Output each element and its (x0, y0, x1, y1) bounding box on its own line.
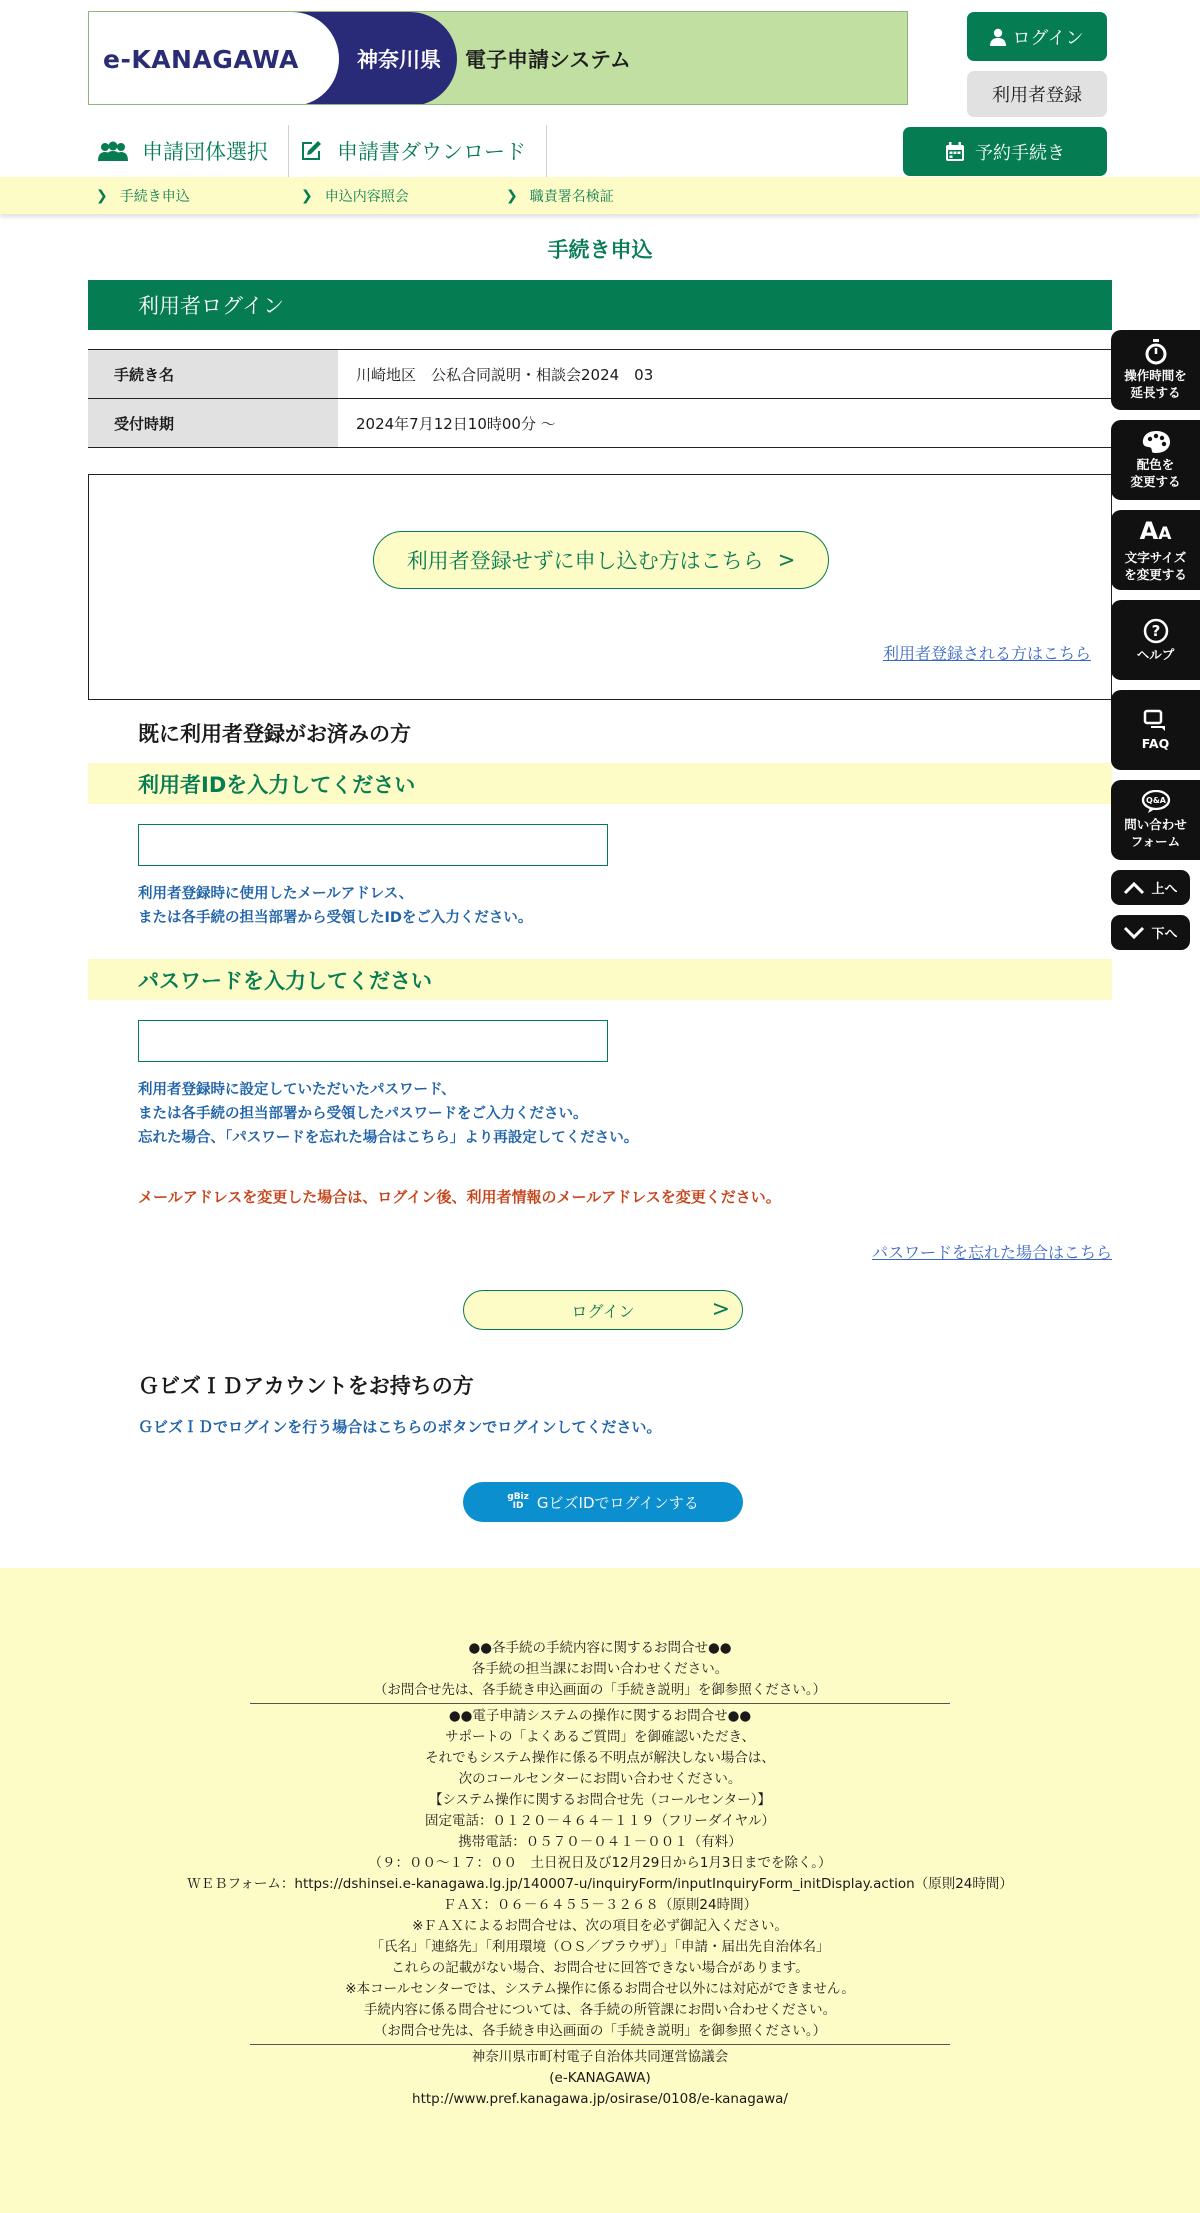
footer-line: ●●電子申請システムの操作に関するお問合せ●● (448, 1708, 752, 1724)
footer-line: ●●各手続の手続内容に関するお問合せ●● (468, 1640, 732, 1656)
user-icon (990, 28, 1006, 46)
footer-contact-info (0, 1638, 1200, 2110)
section-title (88, 280, 1112, 330)
label-line: を変更する (1124, 566, 1187, 582)
logo-text: e-KANAGAWA (103, 44, 299, 74)
group-icon (98, 141, 128, 161)
prefecture-name: 神奈川県 (357, 48, 441, 72)
nav-group-select-label: 申請団体選択 (142, 140, 268, 164)
footer-line: ※ＦＡＸによるお問合せは、次の項目を必ず御記入ください。 (412, 1918, 788, 1934)
help-text: または各手続の担当部署から受領したIDをご入力ください。 (138, 910, 533, 926)
footer-divider (250, 2044, 950, 2045)
site-logo-banner[interactable] (88, 11, 908, 105)
chevron-up-icon (1123, 881, 1145, 895)
extend-time-label (1124, 367, 1187, 401)
help-text: 利用者登録時に使用したメールアドレス、 (138, 886, 414, 902)
user-id-heading (88, 763, 1112, 804)
help-text: 利用者登録時に設定していただいたパスワード、 (138, 1082, 456, 1098)
password-heading (88, 959, 1112, 1000)
speech-bubble-icon (1143, 709, 1169, 733)
chevron-right-icon: > (711, 1297, 730, 1322)
reception-period-value: 2024年7月12日10時00分 〜 (338, 399, 1112, 448)
footer-line: それでもシステム操作に係る不明点が解決しない場合は、 (425, 1750, 775, 1766)
footer-line: これらの記載がない場合、お問合せに回答できない場合があります。 (391, 1960, 809, 1976)
reservation-button[interactable] (903, 127, 1107, 176)
reservation-label: 予約手続き (975, 142, 1065, 164)
subnav-signature-verify[interactable] (506, 186, 614, 206)
scroll-up-label: 上へ (1151, 882, 1178, 897)
apply-without-register-button[interactable] (373, 531, 829, 589)
footer-line: （９：００～１７：００ 土日祝日及び12月29日から1月3日までを除く。） (368, 1855, 832, 1871)
subnav-procedure-apply-label: 手続き申込 (119, 189, 190, 205)
chevron-down-icon (1123, 926, 1145, 940)
gbiz-logo-top: gBiz (507, 1492, 529, 1502)
footer-line: ＷＥＢフォーム：https://dshinsei.e-kanagawa.lg.jp/140007-u/inquiryForm/inputInquiryForm_initDisplay.action（原則24時間） (187, 1876, 1013, 1892)
sub-nav (0, 177, 1200, 214)
label-line: 変更する (1130, 474, 1181, 489)
apply-without-register-label: 利用者登録せずに申し込む方はこちら (406, 549, 764, 573)
stopwatch-icon (1144, 339, 1168, 365)
nav-form-download-label: 申請書ダウンロード (337, 140, 526, 164)
login-button-label: ログイン (1012, 27, 1084, 49)
footer-line: http://www.pref.kanagawa.jp/osirase/0108/e-kanagawa/ (412, 2091, 788, 2107)
user-id-heading-text: 利用者IDを入力してください (138, 772, 416, 797)
footer-line: 【システム操作に関するお問合せ先（コールセンター）】 (428, 1792, 772, 1808)
subnav-signature-verify-label: 職責署名検証 (529, 189, 614, 205)
gbiz-heading: ＧビズＩＤアカウントをお持ちの方 (138, 1374, 474, 1398)
label-line: フォーム (1130, 834, 1181, 849)
gbiz-logo-bottom: ID (512, 1501, 524, 1511)
calendar-icon (945, 142, 965, 162)
help-text: または各手続の担当部署から受領したパスワードをご入力ください。 (138, 1106, 588, 1122)
font-size-button[interactable] (1111, 510, 1200, 590)
footer (0, 1568, 1200, 2213)
footer-line: ※本コールセンターでは、システム操作に係るお問合せ以外には対応ができません。 (345, 1981, 855, 1997)
help-text: 忘れた場合、「パスワードを忘れた場合はこちら」より再設定してください。 (138, 1130, 639, 1146)
subnav-application-inquiry[interactable] (301, 186, 409, 206)
palette-icon (1141, 430, 1171, 454)
procedure-info-table (88, 349, 1112, 448)
inquiry-form-label (1124, 816, 1187, 850)
nav-group-select[interactable] (88, 125, 289, 177)
register-user-link[interactable]: 利用者登録される方はこちら (882, 644, 1091, 663)
chevron-right-icon: ❯ (506, 188, 518, 204)
label-line: 文字サイズ (1124, 549, 1187, 565)
user-register-label: 利用者登録 (992, 85, 1082, 106)
label-line: 延長する (1130, 385, 1181, 400)
label-line: 配色を (1136, 457, 1175, 472)
user-id-help (138, 882, 532, 930)
user-id-input[interactable] (138, 824, 608, 866)
table-row (88, 399, 1112, 448)
footer-line: 固定電話：０１２０－４６４－１１９（フリーダイヤル） (424, 1813, 776, 1829)
footer-line: 携帯電話：０５７０－０４１－００１（有料） (458, 1834, 742, 1850)
faq-button[interactable] (1111, 690, 1200, 770)
footer-line: ＦＡＸ：０６－６４５５－３２６８（原則24時間） (442, 1897, 758, 1913)
scroll-up-button[interactable] (1111, 870, 1190, 905)
login-submit-button[interactable] (463, 1290, 743, 1330)
scroll-down-label: 下へ (1151, 927, 1178, 942)
color-scheme-button[interactable] (1111, 420, 1200, 500)
nav-form-download[interactable] (289, 125, 547, 177)
chevron-right-icon: ❯ (96, 188, 108, 204)
subnav-procedure-apply[interactable] (96, 186, 190, 206)
password-input[interactable] (138, 1020, 608, 1062)
guest-apply-box (88, 474, 1112, 700)
inquiry-form-button[interactable] (1111, 780, 1200, 860)
footer-line: （お問合せ先は、各手続き申込画面の「手続き説明」を御参照ください。） (373, 2023, 827, 2039)
help-button[interactable] (1111, 600, 1200, 680)
footer-line: （お問合せ先は、各手続き申込画面の「手続き説明」を御参照ください。） (373, 1682, 827, 1698)
system-name: 電子申請システム (465, 48, 631, 72)
chevron-right-icon: ❯ (301, 188, 313, 204)
footer-line: サポートの「よくあるご質問」を御確認いただき、 (445, 1729, 755, 1745)
font-size-icon: AA (1139, 516, 1172, 545)
label-line: 問い合わせ (1124, 817, 1187, 832)
password-help (138, 1078, 638, 1150)
extend-time-button[interactable] (1111, 330, 1200, 410)
scroll-down-button[interactable] (1111, 915, 1190, 950)
gbiz-login-label: GビズIDでログインする (536, 1493, 699, 1512)
footer-line: 神奈川県市町村電子自治体共同運営協議会 (471, 2049, 729, 2065)
faq-label: FAQ (1141, 735, 1170, 751)
qa-bubble-icon (1141, 790, 1171, 814)
procedure-name-label: 手続き名 (88, 350, 338, 399)
page-title: 手続き申込 (547, 238, 653, 262)
gbiz-help: ＧビズＩＤでログインを行う場合はこちらのボタンでログインしてください。 (138, 1418, 662, 1436)
subnav-application-inquiry-label: 申込内容照会 (324, 189, 409, 205)
svg-text:Q&A: Q&A (1145, 796, 1166, 805)
login-button[interactable] (967, 12, 1107, 61)
footer-line: 手続内容に係る問合せについては、各手続の所管課にお問い合わせください。 (363, 2002, 837, 2018)
font-size-label (1124, 549, 1187, 583)
footer-line: 各手続の担当課にお問い合わせください。 (471, 1661, 729, 1677)
table-row (88, 350, 1112, 399)
logo-mark (89, 12, 339, 105)
procedure-name-value: 川崎地区 公私合同説明・相談会2024 03 (338, 350, 1112, 399)
login-submit-label: ログイン (571, 1301, 635, 1321)
password-heading-text: パスワードを入力してください (138, 968, 432, 993)
reception-period-label: 受付時期 (88, 399, 338, 448)
footer-line: 「氏名」「連絡先」「利用環境（ＯＳ／ブラウザ）」「申請・届出先自治体名」 (370, 1939, 830, 1955)
forgot-password-link[interactable]: パスワードを忘れた場合はこちら (871, 1243, 1112, 1262)
registered-user-heading: 既に利用者登録がお済みの方 (138, 722, 411, 746)
help-circle-icon (1143, 618, 1169, 644)
main-nav (88, 125, 547, 177)
help-label: ヘルプ (1136, 646, 1175, 662)
footer-line: (e-KANAGAWA) (549, 2070, 651, 2086)
gbiz-login-button[interactable] (463, 1482, 743, 1522)
footer-line: 次のコールセンターにお問い合わせください。 (458, 1771, 742, 1787)
email-change-warning: メールアドレスを変更した場合は、ログイン後、利用者情報のメールアドレスを変更ください。 (138, 1188, 781, 1206)
footer-divider (250, 1703, 950, 1704)
user-register-button[interactable] (967, 71, 1107, 117)
gbiz-logo-icon (507, 1493, 529, 1511)
form-edit-icon (299, 139, 323, 163)
color-scheme-label (1130, 456, 1180, 490)
section-title-text: 利用者ログイン (138, 294, 284, 318)
svg-text:?: ? (1151, 621, 1160, 640)
chevron-right-icon: > (777, 548, 796, 572)
label-line: 操作時間を (1124, 368, 1187, 383)
